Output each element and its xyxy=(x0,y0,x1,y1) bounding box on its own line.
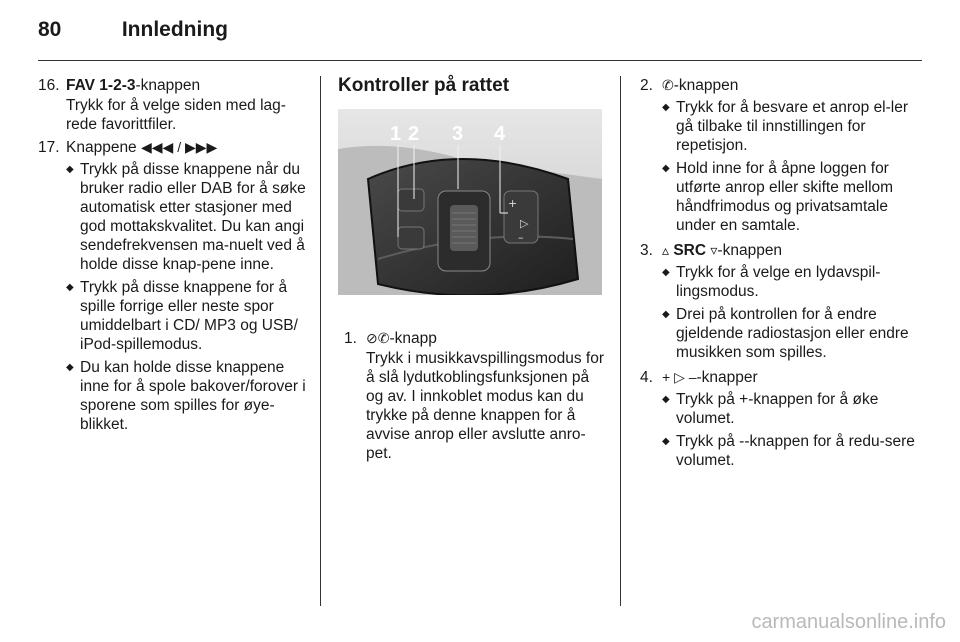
item-title: FAV 1-2-3 xyxy=(66,77,136,94)
item-3 xyxy=(640,241,922,362)
section-title: Kontroller på rattet xyxy=(338,75,510,96)
bullet-item: ◆ Trykk på +-knappen for å øke volumet. xyxy=(662,390,922,428)
src-label: SRC xyxy=(673,242,707,259)
bullet-item: ◆ Trykk for å besvare et anrop el-ler gå tilbake til innstillingen for repetisjon. xyxy=(662,98,922,155)
mute-end-call-icon: ⊘✆ xyxy=(366,330,390,346)
item-number: 17. xyxy=(38,139,60,156)
item-number: 3. xyxy=(640,242,653,259)
bullet-item: ◆ Trykk på --knappen for å redu-sere volumet. xyxy=(662,432,922,470)
item-1 xyxy=(344,329,610,463)
item-number: 4. xyxy=(640,369,653,386)
item-16 xyxy=(38,76,310,134)
column-divider xyxy=(320,76,321,606)
photo-label-4: 4 xyxy=(494,123,506,145)
photo-label-1: 1 xyxy=(390,123,402,145)
item-suffix: -knappen xyxy=(717,242,783,259)
item-4 xyxy=(640,368,922,470)
item-number: 16. xyxy=(38,77,60,94)
bullet-item: ◆ Drei på kontrollen for å endre gjeldende radiostasjon eller endre musikken som spilles. xyxy=(662,305,922,362)
item-17 xyxy=(38,138,310,434)
watermark: carmanualsonline.info xyxy=(751,611,946,633)
bullet-item: ◆ Du kan holde disse knappene inne for å spole bakover/forover i sporene som spilles for øye-blikket. xyxy=(66,358,310,434)
header-rule xyxy=(38,60,922,61)
item-2 xyxy=(640,76,922,235)
svg-text:▷: ▷ xyxy=(520,217,529,230)
column-2 xyxy=(338,76,610,466)
bullet-item: ◆ Hold inne for å åpne loggen for utførte anrop eller skifte mellom håndfrimodus og privatsamtale under en samtale. xyxy=(662,159,922,235)
item-number: 2. xyxy=(640,77,653,94)
column-3 xyxy=(640,76,922,474)
item-label: Knappene xyxy=(66,139,137,156)
item-suffix: -knapper xyxy=(696,369,758,386)
item-description: Trykk i musikkavspillingsmodus for å slå lydutkoblingsfunksjonen på og av. I innkoblet modus kan du trykke på denne knappen for å avvise anrop eller avslutte anro-pet. xyxy=(366,350,605,462)
volume-icon: + ▷ – xyxy=(662,369,697,385)
bullet-item: ◆ Trykk for å velge en lydavspil-lingsmodus. xyxy=(662,263,922,301)
svg-text:–: – xyxy=(518,231,524,244)
phone-icon: ✆ xyxy=(662,77,674,93)
page-header xyxy=(38,18,228,42)
bullet-item: ◆ Trykk på disse knappene for å spille forrige eller neste spor umiddelbart i CD/ MP3 og USB/ iPod-spillemodus. xyxy=(66,278,310,354)
bullet-item: ◆ Trykk på disse knappene når du bruker radio eller DAB for å søke automatisk etter stasjoner med god mottakskvalitet. Du kan angi sendefrekvensen ma-nuelt ved å holde disse knap-pene inne. xyxy=(66,160,310,274)
arrow-down-icon: ▿ xyxy=(710,242,718,258)
item-number: 1. xyxy=(344,330,357,347)
item-title-suffix: -knappen xyxy=(135,77,201,94)
photo-label-3: 3 xyxy=(452,123,464,145)
item-suffix: -knappen xyxy=(673,77,739,94)
page-number: 80 xyxy=(38,18,62,41)
photo-label-2: 2 xyxy=(408,123,420,145)
item-suffix: -knapp xyxy=(389,330,437,347)
page-title: Innledning xyxy=(121,18,228,41)
column-1 xyxy=(38,76,310,438)
seek-buttons-icon: ◀◀◀ / ▶▶▶ xyxy=(141,139,218,155)
steering-wheel-illustration xyxy=(338,109,602,295)
svg-text:+: + xyxy=(508,197,518,210)
steering-wheel-controls-photo xyxy=(338,109,602,295)
column-divider xyxy=(620,76,621,606)
arrow-up-icon: ▵ xyxy=(662,242,670,258)
item-description: Trykk for å velge siden med lag-rede favorittfiler. xyxy=(66,97,286,133)
